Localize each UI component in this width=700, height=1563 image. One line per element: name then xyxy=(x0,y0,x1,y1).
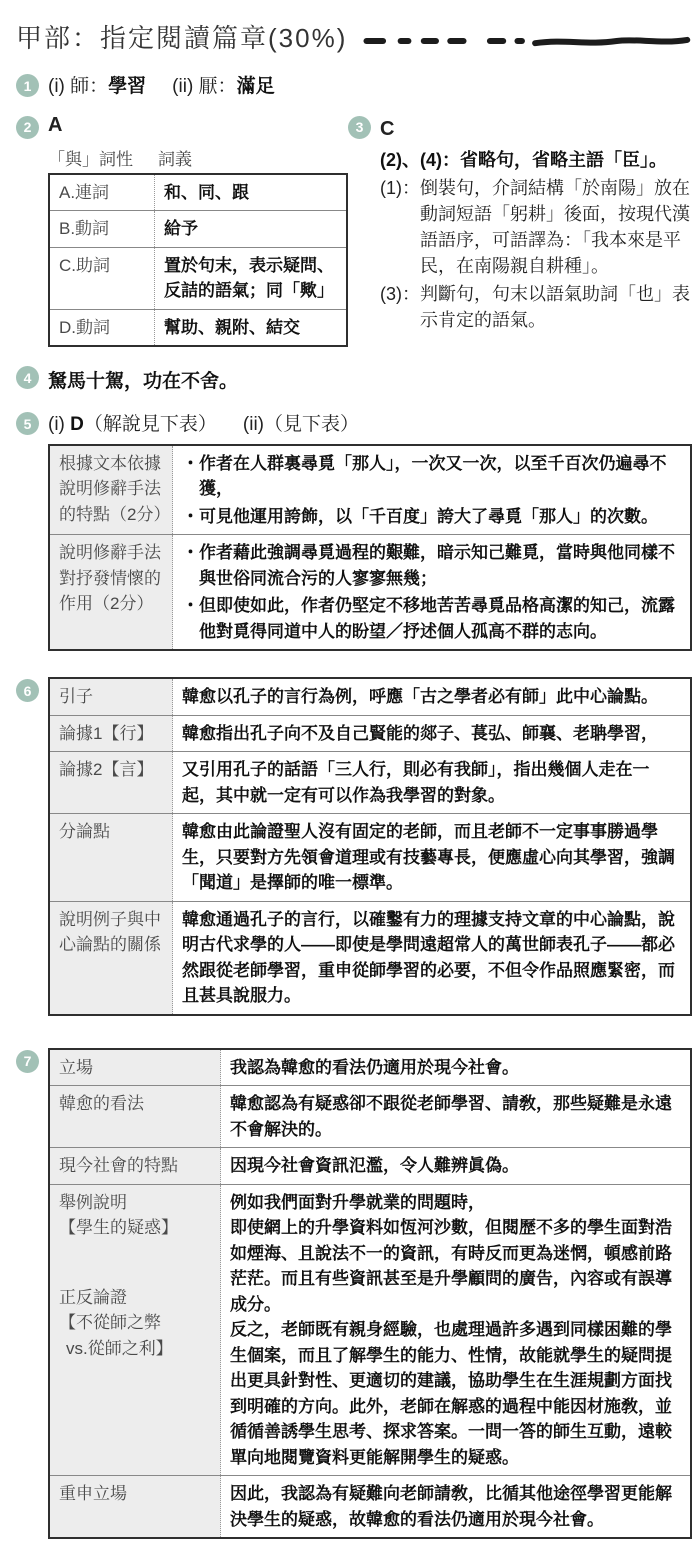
item-5-answer-line xyxy=(48,410,692,438)
item-5-number-badge: 5 xyxy=(16,412,39,435)
label-con-of-no-teacher: 【不從師之弊 xyxy=(59,1313,161,1333)
table-row xyxy=(49,901,691,1015)
label-student-doubt: 【學生的疑惑】 xyxy=(59,1218,178,1238)
stance-row-text: 我認為韓愈的看法仍適用於現今社會。 xyxy=(230,1057,519,1077)
table-row xyxy=(49,1148,691,1185)
answer-item-1 xyxy=(16,72,692,100)
item-5-sub-ii-note: (ii)（見下表） xyxy=(242,414,360,436)
argument-row-label: 引子 xyxy=(49,678,173,715)
item-6-number-badge: 6 xyxy=(16,679,39,702)
example-argument-text xyxy=(221,1184,692,1476)
item-7-number-badge: 7 xyxy=(16,1050,39,1073)
answer-item-3 xyxy=(348,114,692,334)
item-1-sub-ii-answer: 滿足 xyxy=(236,76,275,97)
item-1-number-badge: 1 xyxy=(16,74,39,97)
table-row-example-argument xyxy=(49,1184,691,1476)
bullet-point: ・可見他運用誇飾，以「千百度」誇大了尋覓「那人」的次數。 xyxy=(182,506,658,526)
word-class-label: C.助詞 xyxy=(49,247,155,309)
item-1-sub-i-answer: 學習 xyxy=(108,76,147,97)
table-row xyxy=(49,445,691,535)
answer-item-7 xyxy=(16,1048,692,1540)
item-2-answer-letter: A xyxy=(48,113,63,136)
label-example: 舉例說明 xyxy=(59,1192,127,1212)
item-5-answer-letter: D xyxy=(70,414,84,436)
word-class-label: A.連詞 xyxy=(49,174,155,211)
word-meaning-text: 給予 xyxy=(155,211,348,248)
table-row xyxy=(49,678,691,715)
point-3-text: 判斷句，句末以語氣助詞「也」表示肯定的語氣。 xyxy=(420,284,690,331)
item-4-number-badge: 4 xyxy=(16,366,39,389)
bullet-point: ・但即使如此，作者仍堅定不移地苦苦尋覓品格高潔的知己，流露他對覓得同道中人的盼望／抒述個人孤高不群的志向。 xyxy=(182,596,675,641)
label-spacer xyxy=(59,1241,211,1285)
item-5-sub-i-label: (i) xyxy=(48,414,71,436)
answer-item-5 xyxy=(16,410,692,651)
word-class-header-left: 「與」詞性 xyxy=(48,149,133,169)
word-meaning-text: 幫助、親附、結交 xyxy=(155,309,348,346)
items-2-3-columns xyxy=(16,114,692,348)
word-class-table-header xyxy=(48,145,348,170)
table-row xyxy=(49,1086,691,1148)
table-row xyxy=(49,309,347,346)
table-row xyxy=(49,1049,691,1086)
item-7-content xyxy=(48,1048,692,1540)
item-2-number-badge: 2 xyxy=(16,116,39,139)
answer-item-6 xyxy=(16,677,692,1016)
argument-row-text: 又引用孔子的話語「三人行，則必有我師」，指出幾個人走在一起，其中就一定有可以作為我學習的對象。 xyxy=(173,752,692,814)
rhetoric-row-label: 說明修辭手法對抒發情懷的作用（2分） xyxy=(49,535,173,651)
table-row xyxy=(49,715,691,752)
stance-row-label: 重申立場 xyxy=(49,1476,221,1539)
example-paragraph: 即使網上的升學資料如恆河沙數，但閱歷不多的學生面對浩如煙海、且說法不一的資訊，有時反而更為迷惘，頓感前路茫茫。而且有些資訊甚至是升學顧問的廣告，內容或有誤導成分。 xyxy=(230,1218,672,1314)
bullet-point: ・作者在人群裏尋覓「那人」，一次又一次，以至千百次仍遍尋不獲， xyxy=(182,453,667,499)
item-2-column xyxy=(16,114,348,348)
item-5-content xyxy=(48,410,692,651)
item-3-column xyxy=(348,114,692,334)
table-row xyxy=(49,1476,691,1539)
argument-row-text: 韓愈以孔子的言行為例，呼應「古之學者必有師」此中心論點。 xyxy=(182,687,658,707)
page-header xyxy=(16,18,692,55)
stance-row-label: 現今社會的特點 xyxy=(49,1148,221,1185)
argument-row-label: 說明例子與中心論點的關係 xyxy=(49,901,173,1015)
point-3-label: (3)： xyxy=(380,284,420,305)
rhetoric-row-content xyxy=(173,535,692,651)
point-1-label: (1)： xyxy=(380,177,420,198)
table-row xyxy=(49,174,347,211)
example-argument-labels xyxy=(49,1184,221,1476)
item-3-point-2-4: (2)、(4)：省略句，省略主語「臣」。 xyxy=(380,149,667,170)
label-pro-of-teacher: vs.從師之利】 xyxy=(66,1338,173,1358)
page-title: 甲部：指定閱讀篇章(30%) xyxy=(16,23,348,53)
squiggle-underline-decoration xyxy=(361,29,692,53)
argument-row-label: 分論點 xyxy=(49,814,173,902)
rhetoric-analysis-table xyxy=(48,444,692,652)
argument-row-label: 論據1【行】 xyxy=(49,715,173,752)
item-1-sub-i-label: (i) 師： xyxy=(48,76,109,97)
item-4-answer-text: 駑馬十駕，功在不舍。 xyxy=(48,371,239,393)
argument-row-text: 韓愈由此論證聖人沒有固定的老師，而且老師不一定事事勝過學生，只要對方先領會道理或有技藝專長，便應虛心向其學習，強調「聞道」是擇師的唯一標準。 xyxy=(173,814,692,902)
item-5-see-table-note: （解說見下表） xyxy=(83,414,217,436)
word-class-table xyxy=(48,173,348,348)
answer-item-2 xyxy=(16,114,348,348)
stance-row-label: 立場 xyxy=(49,1049,221,1086)
rhetoric-row-content xyxy=(173,445,692,535)
stance-row-text: 因現今社會資訊氾濫，令人難辨眞偽。 xyxy=(221,1148,692,1185)
argument-row-text: 韓愈指出孔子向不及自己賢能的郯子、萇弘、師襄、老聃學習， xyxy=(173,715,692,752)
item-3-answer-letter: C xyxy=(380,117,395,140)
table-row xyxy=(49,814,691,902)
item-3-point-1 xyxy=(380,175,692,279)
stance-row-label: 韓愈的看法 xyxy=(49,1086,221,1148)
item-6-content xyxy=(48,677,692,1016)
label-pro-con: 正反論證 xyxy=(59,1287,127,1307)
answer-item-4 xyxy=(16,364,692,393)
argument-row-label: 論據2【言】 xyxy=(49,752,173,814)
stance-row-text: 因此，我認為有疑難向老師請敎，比循其他途徑學習更能解決學生的疑惑，故韓愈的看法仍適用於現今社會。 xyxy=(221,1476,692,1539)
item-3-content xyxy=(380,118,692,334)
bullet-point: ・作者藉此強調尋覓過程的艱難，暗示知己難覓，當時與他同樣不與世俗同流合污的人寥寥無幾； xyxy=(182,543,675,588)
table-row xyxy=(49,535,691,651)
word-class-header-right: 詞義 xyxy=(158,149,192,169)
stance-row-text: 韓愈認為有疑惑卻不跟從老師學習、請敎，那些疑難是永遠不會解決的。 xyxy=(221,1086,692,1148)
example-paragraph: 反之，老師既有親身經驗，也處理過許多遇到同樣困難的學生個案，而且了解學生的能力、性情，故能就學生的疑問提出更具針對性、更適切的建議，協助學生在生涯規劃方面找到明確的方向。此外，老師在解惑的過程中能因材施敎，並循循善誘學生思考、探求答案。一問一答的師生互動，遠較單向地閱覽資料更能解開學生的疑惑。 xyxy=(230,1320,672,1467)
word-class-label: B.動詞 xyxy=(49,211,155,248)
word-class-label: D.動詞 xyxy=(49,309,155,346)
argument-structure-table xyxy=(48,677,692,1016)
word-meaning-text: 和、同、跟 xyxy=(164,182,249,202)
item-3-number-badge: 3 xyxy=(348,116,371,139)
argument-row-text: 韓愈通過孔子的言行，以確鑿有力的理據支持文章的中心論點，說明古代求學的人——即使是學問遠超常人的萬世師表孔子——都必然跟從老師學習，重申從師學習的必要，不但令作品照應緊密，而且甚具說服力。 xyxy=(173,901,692,1015)
word-meaning-text: 置於句末，表示疑問、反詰的語氣；同「歟」 xyxy=(155,247,348,309)
point-1-text: 倒裝句，介詞結構「於南陽」放在動詞短語「躬耕」後面，按現代漢語語序，可語譯為：「我本來是平民，在南陽親自耕種」。 xyxy=(420,177,690,277)
item-3-point-3 xyxy=(380,281,692,333)
example-paragraph: 例如我們面對升學就業的問題時， xyxy=(230,1192,485,1212)
stance-argument-table xyxy=(48,1048,692,1540)
table-row xyxy=(49,752,691,814)
table-row xyxy=(49,211,347,248)
rhetoric-row-label: 根據文本依據說明修辭手法的特點（2分） xyxy=(49,445,173,535)
table-row xyxy=(49,247,347,309)
item-1-sub-ii-label: (ii) 厭： xyxy=(172,76,237,97)
item-1-answer-line xyxy=(48,72,692,100)
item-2-content xyxy=(48,114,348,348)
